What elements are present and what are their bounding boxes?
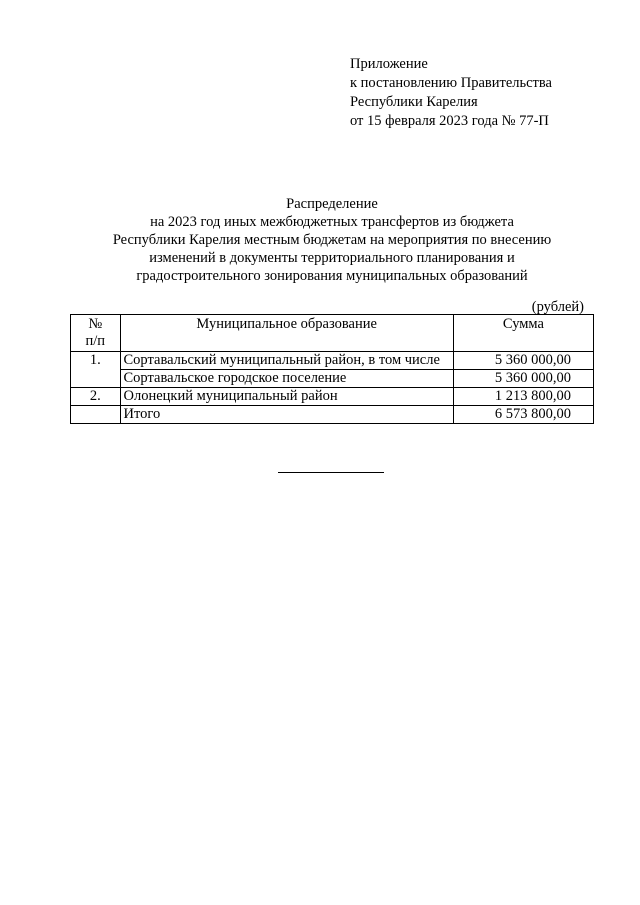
header-sum: Сумма — [453, 315, 593, 352]
table-row — [71, 352, 594, 370]
title-line-5: градостроительного зонирования муниципальных образований — [136, 268, 528, 284]
table-row — [71, 388, 594, 406]
row-number: 2. — [71, 388, 121, 406]
annex-issuer: Республики Карелия — [350, 94, 478, 110]
row-municipality: Сортавальское городское поселение — [120, 370, 453, 388]
table-row — [71, 370, 594, 388]
row-sum: 5 360 000,00 — [453, 352, 593, 370]
row-number: 1. — [71, 352, 121, 370]
row-number — [71, 370, 121, 388]
row-municipality: Сортавальский муниципальный район, в том числе — [120, 352, 453, 370]
header-number-line-1: № — [88, 316, 103, 332]
title-line-1: Распределение — [286, 196, 378, 212]
title-line-4: изменений в документы территориального планирования и — [149, 250, 515, 266]
row-municipality: Олонецкий муниципальный район — [120, 388, 453, 406]
annex-title: Приложение — [350, 56, 428, 72]
header-number-line-2: п/п — [85, 333, 106, 349]
annex-date-number: от 15 февраля 2023 года № 77-П — [350, 113, 549, 129]
currency-unit-label: (рублей) — [531, 299, 584, 315]
closing-divider — [278, 472, 384, 473]
row-sum: 5 360 000,00 — [453, 370, 593, 388]
row-sum: 6 573 800,00 — [453, 406, 593, 424]
distribution-table — [70, 314, 594, 424]
annex-reference: к постановлению Правительства — [350, 75, 552, 91]
title-line-3: Республики Карелия местным бюджетам на мероприятия по внесению — [112, 232, 552, 248]
header-municipality: Муниципальное образование — [120, 315, 453, 352]
document-title — [70, 195, 594, 285]
table-header-row — [71, 315, 594, 352]
title-line-2: на 2023 год иных межбюджетных трансфертов из бюджета — [150, 214, 514, 230]
table-total-row — [71, 406, 594, 424]
header-number — [71, 315, 121, 352]
annex-header — [350, 55, 552, 131]
row-sum: 1 213 800,00 — [453, 388, 593, 406]
row-municipality: Итого — [120, 406, 453, 424]
row-number — [71, 406, 121, 424]
